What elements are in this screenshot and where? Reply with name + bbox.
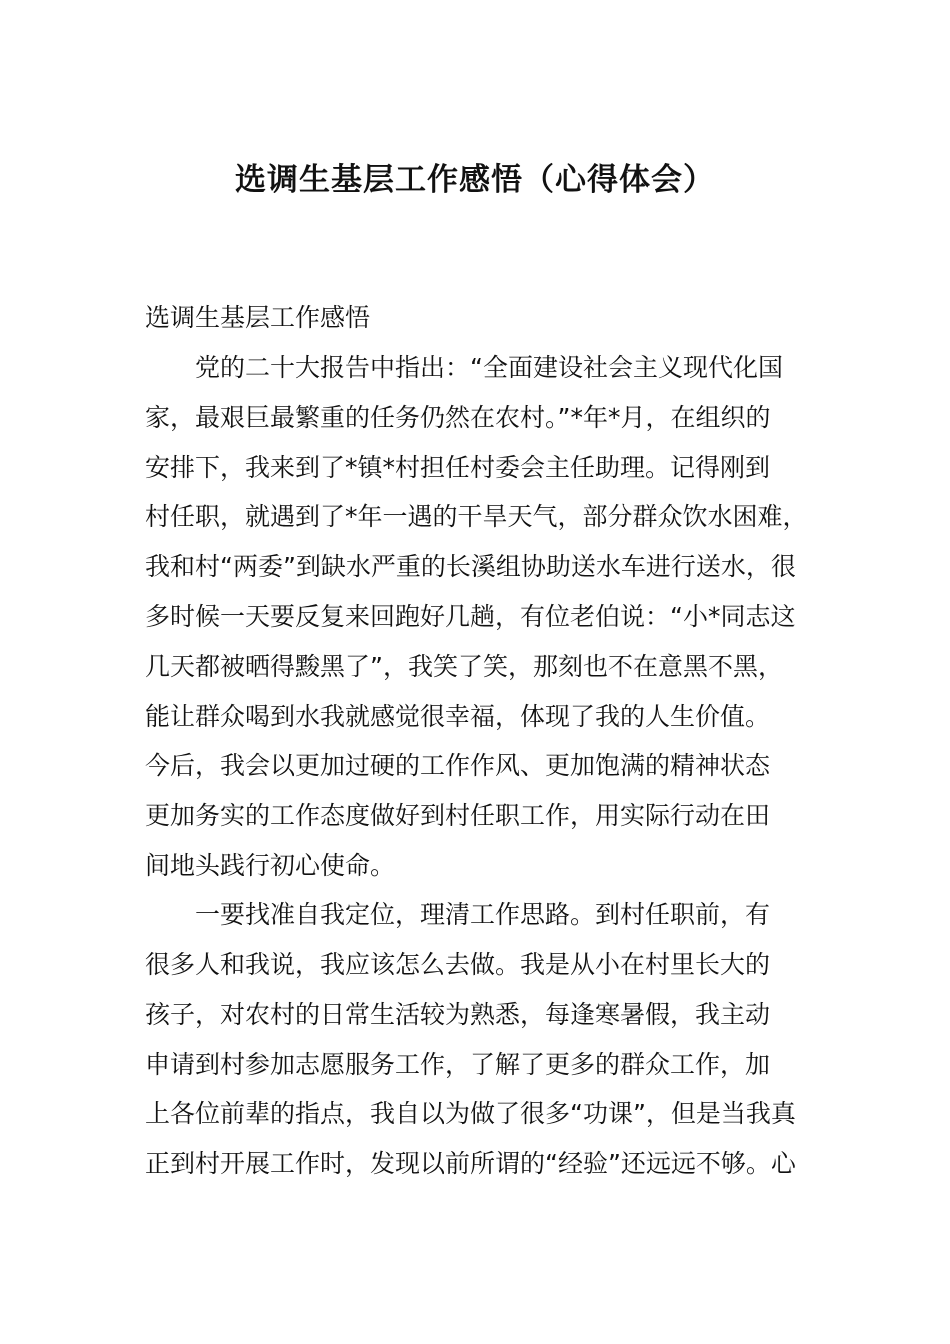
body-line: 更加务实的工作态度做好到村任职工作，用实际行动在田 <box>145 801 771 830</box>
body-line: 安排下，我来到了*镇*村担任村委会主任助理。记得刚到 <box>145 453 771 482</box>
body-line: 孩子，对农村的日常生活较为熟悉，每逢寒暑假，我主动 <box>145 1000 771 1029</box>
body-line: 上各位前辈的指点，我自以为做了很多“功课”，但是当我真 <box>145 1099 796 1128</box>
body-line: 申请到村参加志愿服务工作，了解了更多的群众工作，加 <box>145 1050 771 1079</box>
body-line: 今后，我会以更加过硬的工作作风、更加饱满的精神状态 <box>145 751 771 780</box>
body-line: 村任职，就遇到了*年一遇的干旱天气，部分群众饮水困难， <box>145 502 808 531</box>
body-line: 我和村“两委”到缺水严重的长溪组协助送水车进行送水，很 <box>145 552 796 581</box>
document-title: 选调生基层工作感悟（心得体会） <box>235 162 715 198</box>
body-line: 一要找准自我定位，理清工作思路。到村任职前，有 <box>145 900 771 929</box>
body-line: 多时候一天要反复来回跑好几趟，有位老伯说：“小*同志这 <box>145 602 796 631</box>
document-subtitle: 选调生基层工作感悟 <box>145 303 371 332</box>
body-line: 正到村开展工作时，发现以前所谓的“经验”还远远不够。心 <box>145 1149 796 1178</box>
body-line: 间地头践行初心使命。 <box>145 851 396 880</box>
body-line: 能让群众喝到水我就感觉很幸福，体现了我的人生价值。 <box>145 702 771 731</box>
body-line: 党的二十大报告中指出：“全面建设社会主义现代化国 <box>145 353 783 382</box>
body-line: 很多人和我说，我应该怎么去做。我是从小在村里长大的 <box>145 950 771 979</box>
body-line: 几天都被晒得黢黑了”，我笑了笑，那刻也不在意黑不黑， <box>145 652 783 681</box>
body-line: 家，最艰巨最繁重的任务仍然在农村。”*年*月，在组织的 <box>145 403 771 432</box>
